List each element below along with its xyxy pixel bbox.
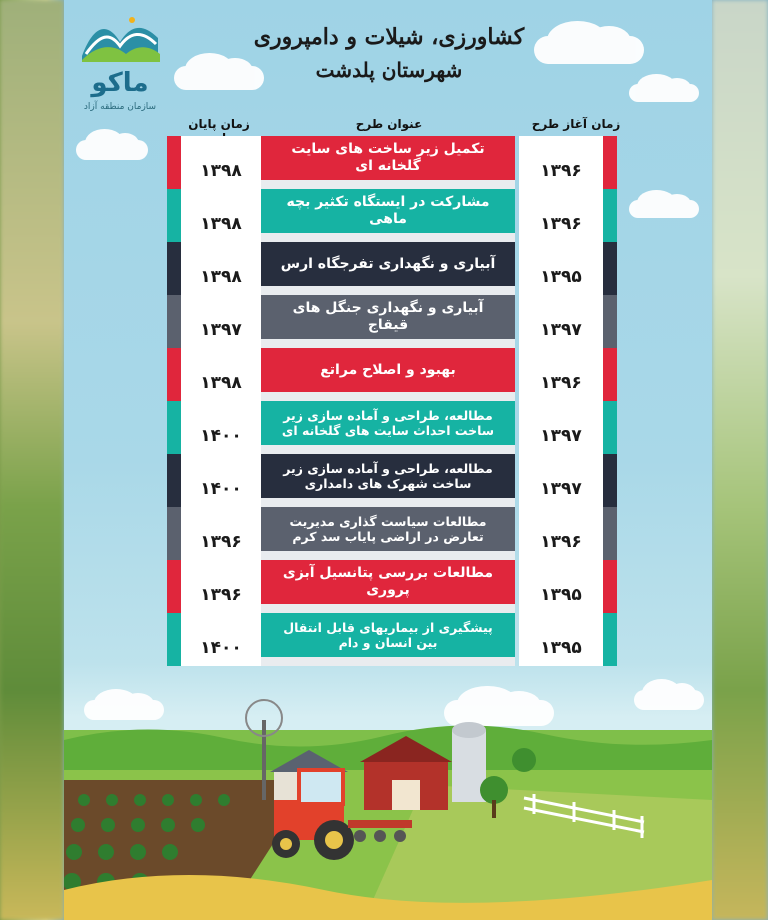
start-year-cell — [519, 454, 603, 507]
project-title: بهبود و اصلاح مراتع — [261, 348, 515, 392]
row-color-band — [167, 189, 181, 242]
row-color-band — [603, 242, 617, 295]
end-year: ۱۳۹۸ — [200, 267, 242, 287]
project-title: آبیاری و نگهداری جنگل های قیقاج — [261, 295, 515, 339]
end-year-cell — [181, 242, 261, 295]
row-color-band — [603, 613, 617, 666]
row-color-band — [167, 507, 181, 560]
end-year-cell — [181, 295, 261, 348]
end-year: ۱۴۰۰ — [200, 638, 242, 658]
table-row — [167, 560, 617, 613]
start-year: ۱۳۹۵ — [540, 267, 582, 287]
logo-subtitle: سازمان منطقه آزاد — [83, 102, 157, 112]
table-row — [167, 295, 617, 348]
row-color-band — [603, 507, 617, 560]
row-color-band — [603, 295, 617, 348]
start-year: ۱۳۹۷ — [540, 320, 582, 340]
start-year: ۱۳۹۵ — [540, 638, 582, 658]
project-title: پیشگیری از بیماریهای قابل انتقال بین انسان و دام — [261, 613, 515, 657]
column-header-start: زمان آغاز طرح — [531, 117, 621, 131]
start-year: ۱۳۹۷ — [540, 479, 582, 499]
end-year-cell — [181, 507, 261, 560]
start-year: ۱۳۹۶ — [540, 214, 582, 234]
row-color-band — [603, 136, 617, 189]
end-year: ۱۳۹۶ — [200, 585, 242, 605]
table-row — [167, 189, 617, 242]
start-year-cell — [519, 507, 603, 560]
end-year-cell — [181, 401, 261, 454]
start-year: ۱۳۹۵ — [540, 585, 582, 605]
page-title: کشاورزی، شیلات و دامپروری — [253, 24, 525, 50]
row-color-band — [603, 560, 617, 613]
end-year: ۱۳۹۶ — [200, 532, 242, 552]
project-title: مطالعه، طراحی و آماده سازی زیر ساخت احداث سایت های گلخانه ای — [261, 401, 515, 445]
table-row — [167, 454, 617, 507]
project-title: مطالعه، طراحی و آماده سازی زیر ساخت شهرک های دامداری — [261, 454, 515, 498]
title-underlay — [261, 286, 515, 295]
project-title: مطالعات سیاست گذاری مدیریت تعارض در اراضی پایاب سد کرم — [261, 507, 515, 551]
table-row — [167, 136, 617, 189]
row-color-band — [603, 401, 617, 454]
project-title: مشارکت در ایستگاه تکثیر بچه ماهی — [261, 189, 515, 233]
end-year: ۱۳۹۸ — [200, 373, 242, 393]
project-title: آبیاری و نگهداری تفرجگاه ارس — [261, 242, 515, 286]
title-underlay — [261, 392, 515, 401]
row-color-band — [167, 454, 181, 507]
logo-name: ماکو — [91, 68, 149, 98]
start-year-cell — [519, 242, 603, 295]
start-year-cell — [519, 136, 603, 189]
right-blurred-margin — [712, 0, 768, 920]
title-underlay — [261, 233, 515, 242]
table-row — [167, 242, 617, 295]
end-year-cell — [181, 189, 261, 242]
end-year-cell — [181, 348, 261, 401]
end-year-cell — [181, 560, 261, 613]
farm-illustration — [64, 690, 712, 920]
row-color-band — [167, 295, 181, 348]
start-year: ۱۳۹۶ — [540, 532, 582, 552]
table-row — [167, 507, 617, 560]
row-color-band — [167, 136, 181, 189]
poster — [64, 0, 712, 920]
title-underlay — [261, 604, 515, 613]
column-header-end: زمان پایان — [188, 117, 250, 131]
page-subtitle: شهرستان پلدشت — [315, 58, 463, 82]
row-color-band — [167, 613, 181, 666]
row-color-band — [167, 242, 181, 295]
start-year: ۱۳۹۶ — [540, 373, 582, 393]
title-underlay — [261, 180, 515, 189]
table-row — [167, 613, 617, 666]
cloud — [629, 200, 699, 218]
title-underlay — [261, 498, 515, 507]
title-underlay — [261, 339, 515, 348]
title-underlay — [261, 551, 515, 560]
row-color-band — [167, 401, 181, 454]
title-underlay — [261, 657, 515, 666]
title-underlay — [261, 445, 515, 454]
end-year: ۱۳۹۷ — [200, 320, 242, 340]
end-year-cell — [181, 136, 261, 189]
start-year: ۱۳۹۷ — [540, 426, 582, 446]
row-color-band — [603, 348, 617, 401]
start-year: ۱۳۹۶ — [540, 161, 582, 181]
start-year-cell — [519, 189, 603, 242]
table-header — [164, 114, 624, 136]
table-row — [167, 401, 617, 454]
column-header-title: عنوان طرح — [355, 117, 423, 131]
end-year-cell — [181, 613, 261, 666]
start-year-cell — [519, 560, 603, 613]
left-blurred-margin — [0, 0, 64, 920]
end-year: ۱۴۰۰ — [200, 426, 242, 446]
end-year: ۱۴۰۰ — [200, 479, 242, 499]
logo — [74, 6, 166, 116]
project-title: تکمیل زیر ساخت های سایت گلخانه ای — [261, 136, 515, 180]
row-color-band — [603, 454, 617, 507]
end-year: ۱۳۹۸ — [200, 214, 242, 234]
start-year-cell — [519, 401, 603, 454]
cloud — [76, 140, 148, 160]
row-color-band — [167, 348, 181, 401]
start-year-cell — [519, 613, 603, 666]
projects-table — [167, 136, 617, 666]
logo-mountain-icon — [80, 14, 162, 64]
row-color-band — [603, 189, 617, 242]
start-year-cell — [519, 295, 603, 348]
table-row — [167, 348, 617, 401]
end-year: ۱۳۹۸ — [200, 161, 242, 181]
project-title: مطالعات بررسی پتانسیل آبزی پروری — [261, 560, 515, 604]
end-year-cell — [181, 454, 261, 507]
row-color-band — [167, 560, 181, 613]
cloud — [629, 84, 699, 102]
start-year-cell — [519, 348, 603, 401]
